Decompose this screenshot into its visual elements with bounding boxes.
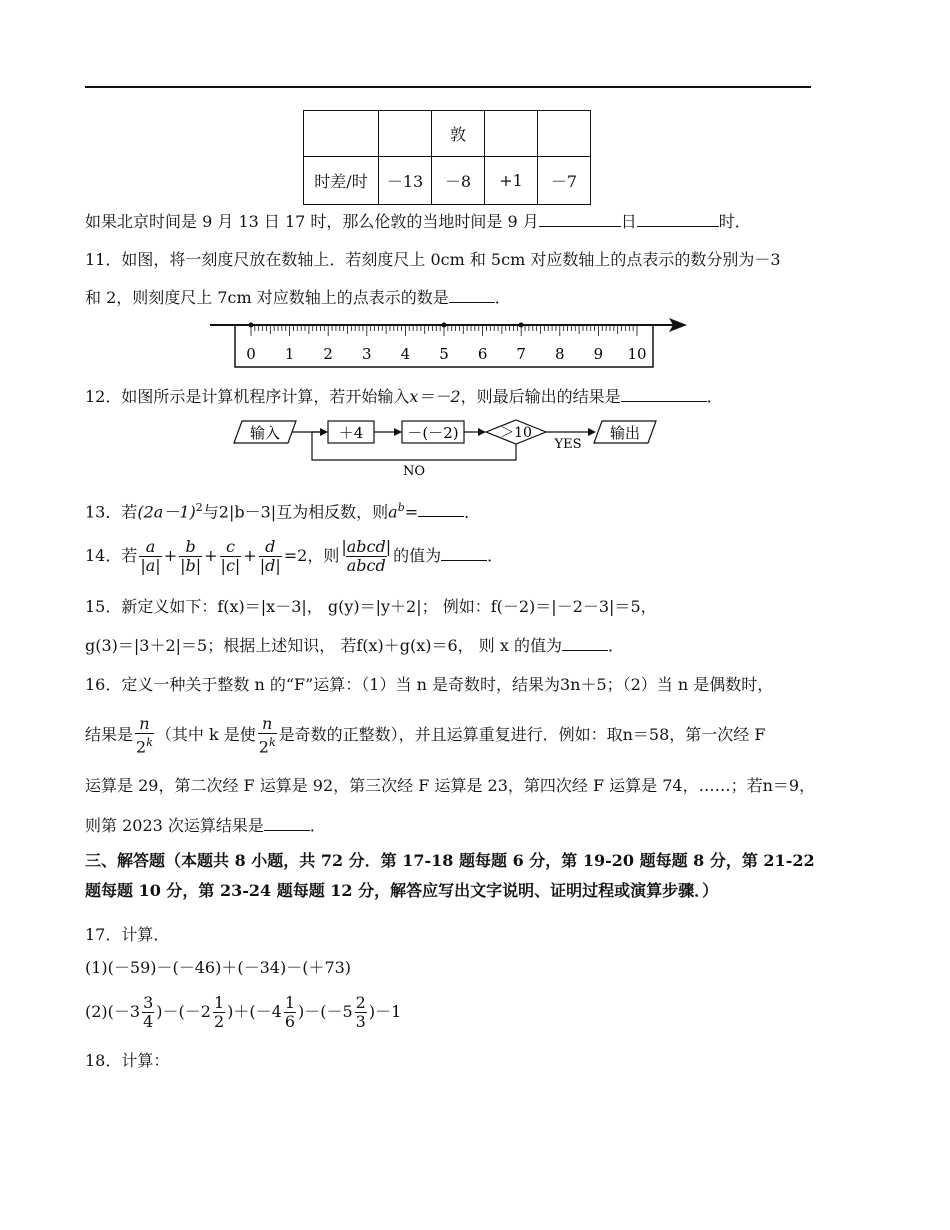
fraction: $\frac{1}{6}$ <box>284 993 295 1031</box>
answer-blank[interactable] <box>441 545 487 561</box>
fraction: $\frac{2}{3}$ <box>355 993 366 1031</box>
q13-line: 13．若$(2a-1)^2$与2|b－3|互为相反数，则$a^b=$ ． <box>85 501 481 522</box>
numberline-point-0cm <box>249 323 254 328</box>
flow-step2-label: －(－2) <box>407 424 459 442</box>
table-cell: －8 <box>432 157 485 205</box>
flow-condition-label: ＞10 <box>500 425 532 441</box>
numberline-point-5cm <box>442 323 447 328</box>
q15-line2: g(3)＝|3＋2|＝5；根据上述知识， 若f(x)＋g(x)＝6， 则 x 的值为 ． <box>85 636 624 655</box>
ruler-label: 5 <box>439 345 449 363</box>
fraction: $\frac{n}{2^k}$ <box>136 713 153 757</box>
q17-part2: (2)(－3 $\frac{3}{4}$ )－(－2 $\frac{1}{2}$ )＋(－4 $\frac{1}{6}$ )－(－5 $\frac{2}{3}$ )－1 <box>85 993 402 1031</box>
ruler-labels <box>246 345 646 363</box>
arrow-icon <box>394 428 402 436</box>
ruler-label: 10 <box>627 345 647 363</box>
fraction: $\frac{c}{|c|}$ <box>220 537 241 575</box>
ruler-label: 7 <box>516 345 526 363</box>
program-flowchart <box>232 417 662 479</box>
answer-blank[interactable] <box>539 211 621 227</box>
numberline-point-7cm <box>519 323 524 328</box>
fraction: $\frac{1}{2}$ <box>213 993 225 1031</box>
q15-line1: 15．新定义如下：f(x)＝|x－3|， g(y)＝|y＋2|； 例如：f(－2)＝|－2－3|＝5， <box>85 597 657 616</box>
q16-line1: 16．定义一种关于整数 n 的“F”运算：（1）当 n 是奇数时，结果为3n＋5；（2）当 n 是偶数时， <box>85 675 774 694</box>
ruler-label: 9 <box>593 345 604 363</box>
fraction: $\frac{a}{|a|}$ <box>140 537 161 575</box>
table-cell: －13 <box>379 157 432 205</box>
answer-blank[interactable] <box>637 211 719 227</box>
answer-blank[interactable] <box>621 386 707 402</box>
q11-line1: 11．如图，将一刻度尺放在数轴上．若刻度尺上 0cm 和 5cm 对应数轴上的点表示的数分别为－3 <box>85 250 781 269</box>
fraction: $\frac{d}{|d|}$ <box>259 537 281 575</box>
answer-blank[interactable] <box>562 635 608 651</box>
q11-line2: 和 2，则刻度尺上 7cm 对应数轴上的点表示的数是 ． <box>85 288 511 307</box>
table-cell: 时差/时 <box>304 157 379 205</box>
table-cell: +1 <box>485 157 538 205</box>
ruler-label: 8 <box>555 345 565 363</box>
fraction: $\frac{b}{|b|}$ <box>180 537 202 575</box>
q16-line4: 则第 2023 次运算结果是 ． <box>85 816 326 835</box>
table-cell <box>538 111 591 157</box>
q10-answer-line: 如果北京时间是 9 月 13 日 17 时，那么伦敦的当地时间是 9 月 日 时． <box>85 212 751 231</box>
fraction: $\frac{3}{4}$ <box>143 993 154 1031</box>
fraction: $\frac{n}{2^k}$ <box>258 713 276 757</box>
table-cell <box>304 111 379 157</box>
q14-line: 14．若 $\frac{a}{|a|}$ + $\frac{b}{|b|}$ + $\frac{c}{|c|}$ + $\frac{d}{|d|}$ =2，则 $\frac{\text{|abcd|}}{\text{abcd}}$ 的值为 ． <box>85 537 504 575</box>
ruler-label: 2 <box>323 345 333 363</box>
ruler-label: 6 <box>477 345 488 363</box>
table-cell: －7 <box>538 157 591 205</box>
flow-yes-label: YES <box>554 437 582 452</box>
table-cell: 敦 <box>432 111 485 157</box>
ruler-label: 1 <box>284 345 295 363</box>
answer-blank[interactable] <box>264 815 310 831</box>
answer-blank[interactable] <box>449 287 495 303</box>
timezone-table <box>303 110 591 205</box>
flow-step1-label: ＋4 <box>338 424 364 442</box>
flow-output-label: 输出 <box>609 424 641 442</box>
q16-line3: 运算是 29，第二次经 F 运算是 92，第三次经 F 运算是 23，第四次经 F 运算是 74，……；若n＝9， <box>85 776 816 795</box>
ruler-numberline-figure <box>205 313 695 371</box>
flow-no-label: NO <box>402 464 426 479</box>
answer-blank[interactable] <box>418 501 464 517</box>
fraction: $\frac{\text{|abcd|}}{\text{abcd}}$ <box>341 537 392 575</box>
q17-part1: (1)(－59)－(－46)＋(－34)－(＋73) <box>85 958 352 977</box>
ruler-label: 0 <box>246 345 256 363</box>
q16-line2: 结果是 $\frac{n}{2^k}$ （其中 k 是使 $\frac{n}{2^k}$ 是奇数的正整数），并且运算重复进行．例如：取n＝58，第一次经 F <box>85 713 766 757</box>
table-cell <box>485 111 538 157</box>
table-cell <box>379 111 432 157</box>
q12-line: 12．如图所示是计算机程序计算，若开始输入x＝－2，则最后输出的结果是 ． <box>85 387 723 406</box>
ruler-label: 3 <box>362 345 372 363</box>
section-heading: 三、解答题（本题共 8 小题，共 72 分．第 17-18 题每题 6 分，第 19-20 题每题 8 分，第 21-22 题每题 10 分，第 23-24 题每题 12 分，解答应写出文字说明、证明过程或演算步骤．） <box>85 851 815 900</box>
header-rule <box>85 86 811 88</box>
q17-title: 17．计算． <box>85 925 170 944</box>
q18-title: 18．计算： <box>85 1051 170 1070</box>
flow-input-label: 输入 <box>249 424 281 442</box>
arrow-icon <box>588 428 596 436</box>
ruler-label: 4 <box>400 345 411 363</box>
